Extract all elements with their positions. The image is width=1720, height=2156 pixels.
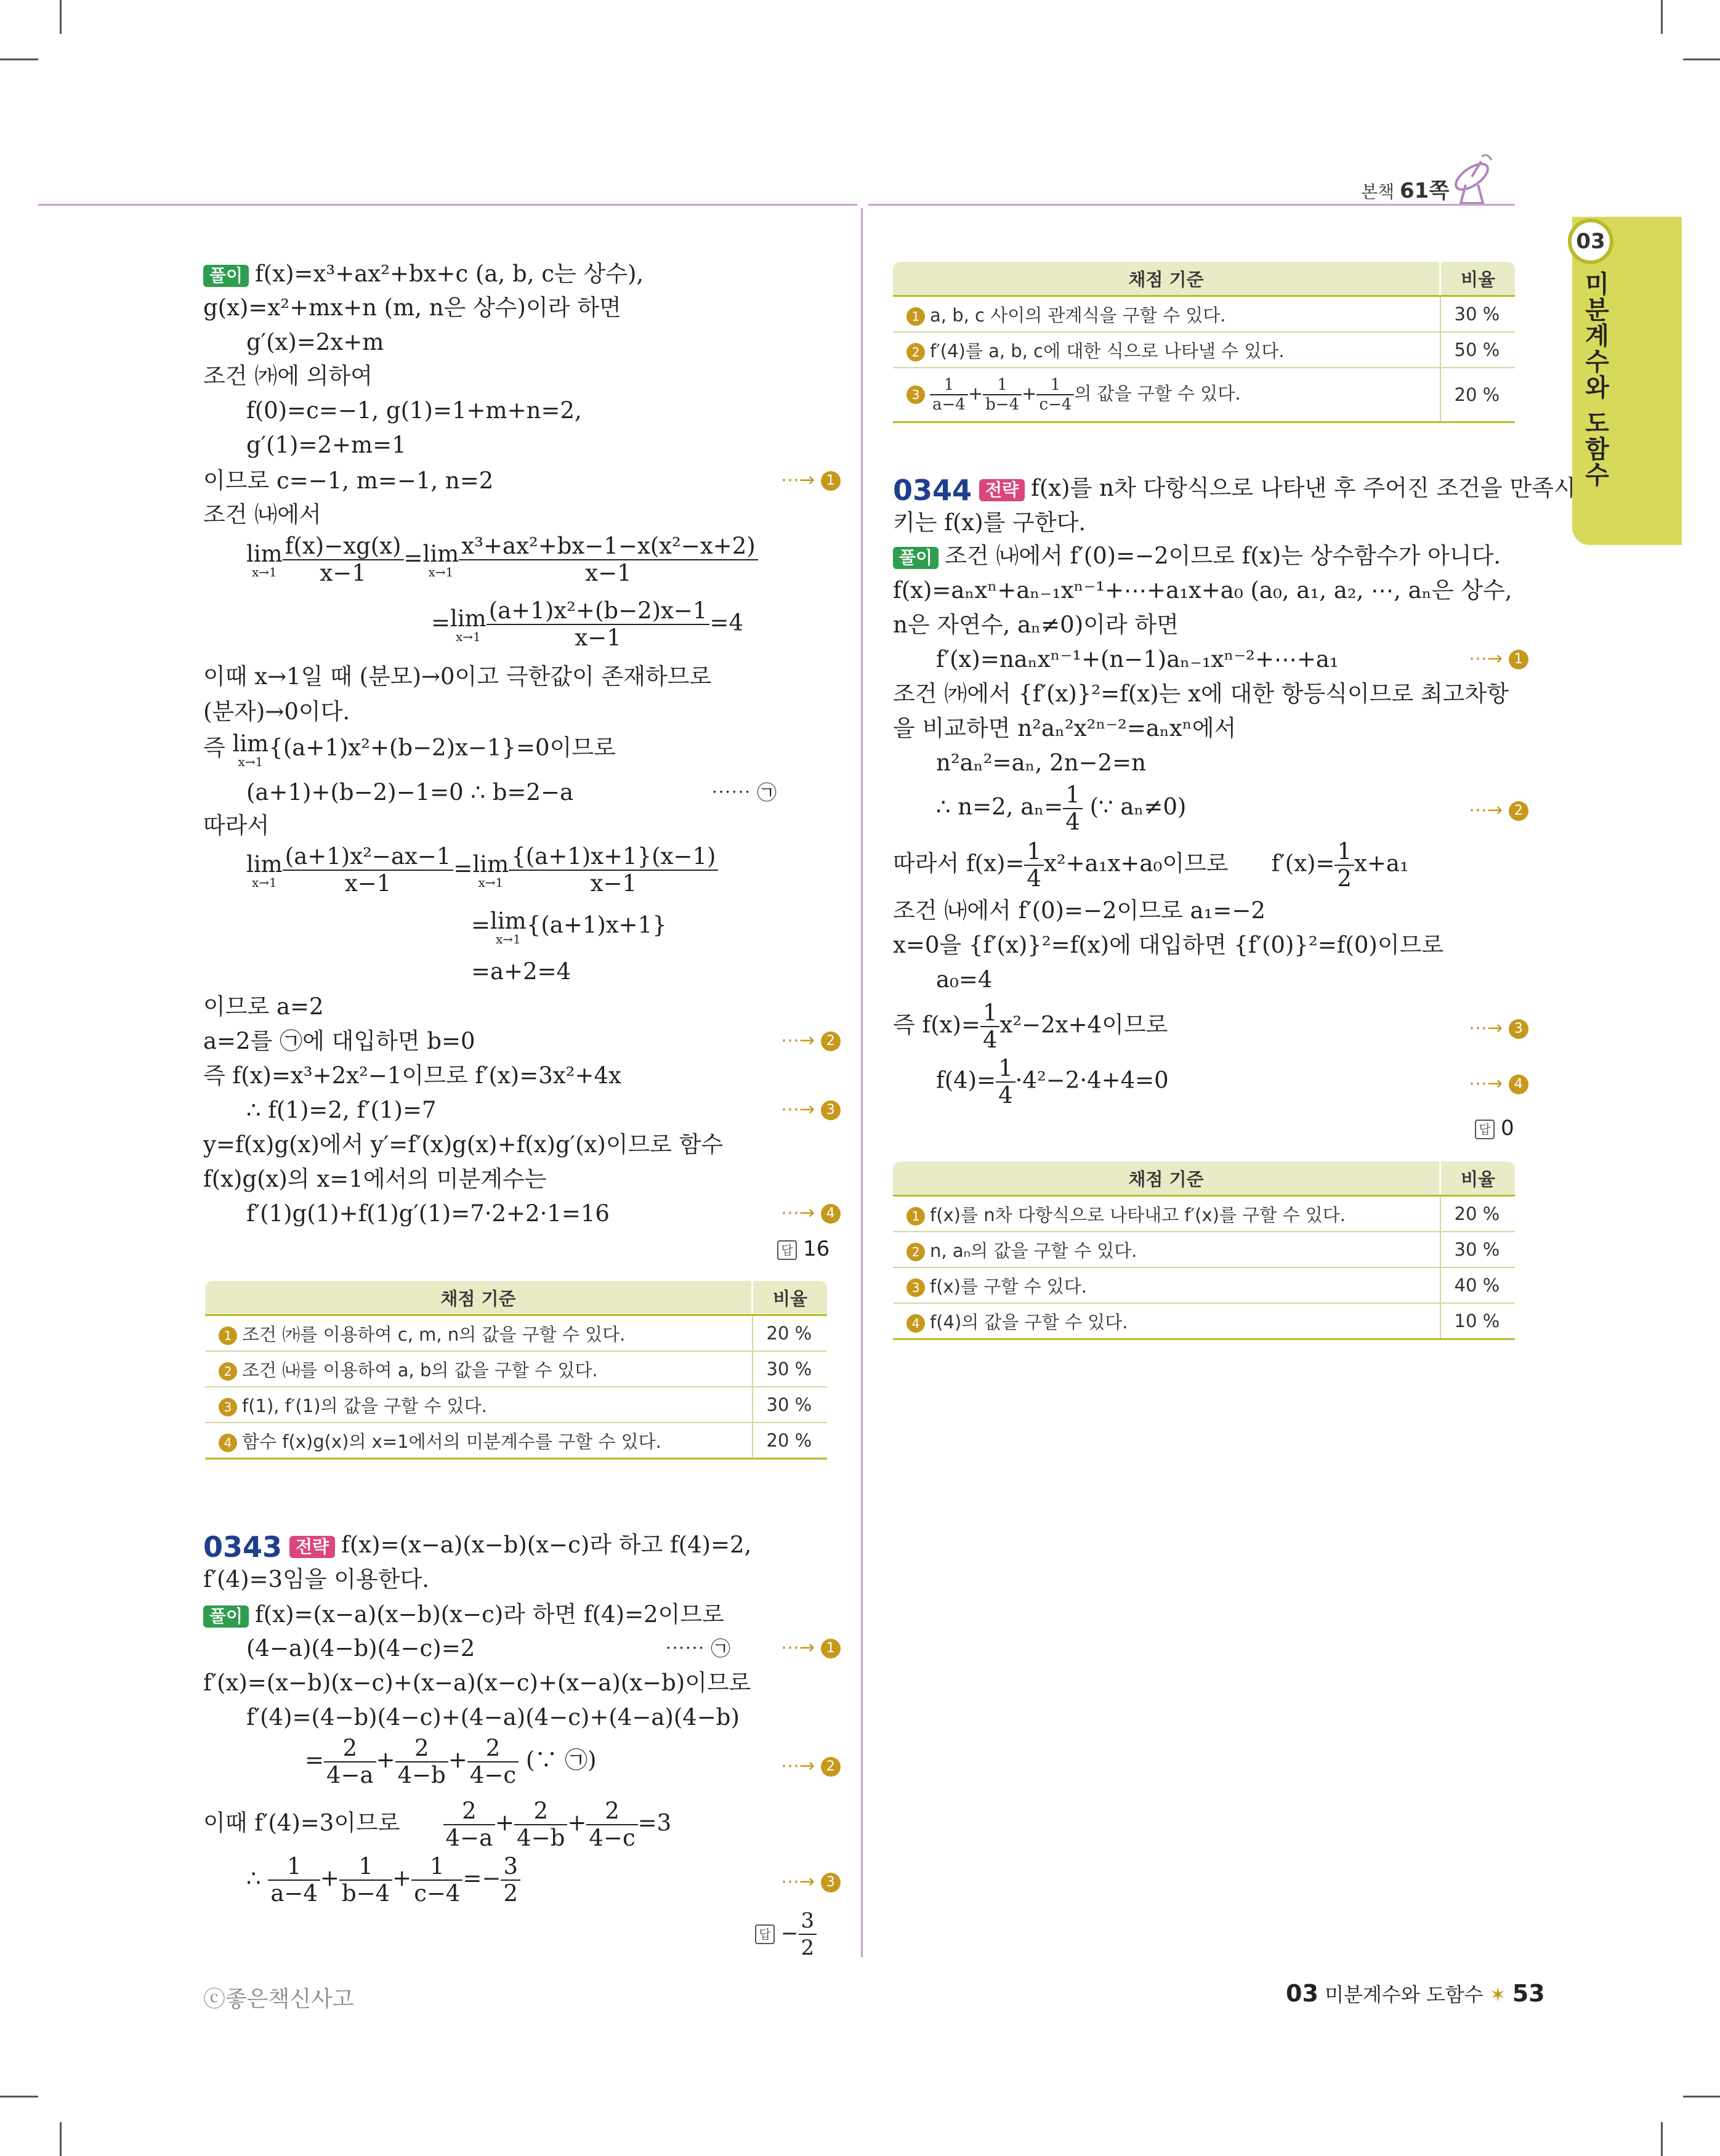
step-marker-3: ⋯→ 3: [1469, 1017, 1528, 1039]
answer-label: 답 0: [1475, 1116, 1514, 1141]
solution-line: n²aₙ²=aₙ, 2n−2=n: [936, 749, 1146, 776]
problem-0344-strategy: 0344 전략 f(x)를 n차 다항식으로 나타낸 후 주어진 조건을 만족시: [893, 473, 1576, 507]
solution-line: a=2를 ㉠에 대입하면 b=0: [203, 1028, 475, 1054]
solution-line: =a+2=4: [471, 958, 571, 985]
solution-line: x=0을 {f′(x)}²=f(x)에 대입하면 {f′(0)}²=f(0)이므로: [893, 932, 1444, 958]
table-row: 3 f(x)를 구할 수 있다. 40 %: [893, 1267, 1515, 1303]
solution-line: (분자)→0이다.: [203, 698, 350, 725]
problem-0343-strategy-2: f′(4)=3임을 이용한다.: [203, 1566, 430, 1593]
solution-line: f(0)=c=−1, g(1)=1+m+n=2,: [246, 397, 582, 424]
frame-line: [868, 204, 1515, 206]
solution-line: 을 비교하면 n²aₙ²x²ⁿ⁻²=aₙxⁿ에서: [893, 715, 1237, 741]
solution-line: f′(1)g(1)+f(1)g′(1)=7·2+2·1=16: [246, 1200, 610, 1227]
page-footer: 03 미분계수와 도함수 ✶ 53: [1286, 1980, 1545, 2007]
limit-equation-1: lim x→1 $\frac{f(x)-xg(x)}{x-1}$ = lim x→1 $\frac{\text{x³+ax²+bx−1−x(x²−x+2)}}{x-1}$: [246, 533, 758, 586]
step-marker-3: ⋯→ 3: [781, 1099, 841, 1120]
fraction-result-line: ∴ $\frac{1}{a-4}$ + $\frac{1}{b-4}$ + $\frac{1}{c-4}$ =− $\frac{3}{2}$: [246, 1854, 520, 1907]
grading-table-0342: 채점 기준 비율 1 조건 ㈎를 이용하여 c, m, n의 값을 구할 수 있다. 20 % 2 조건 ㈏를 이용하여 a, b의 값을 구할 수 있다. 30 % 3 f(1), f′(1)의 값을 구할 수 있다. 30 % 4 함수 f(x)g(x)의 x=1에서의 미분계수를 구할 수 있다. 20 %: [205, 1281, 827, 1460]
table-row: 2 조건 ㈏를 이용하여 a, b의 값을 구할 수 있다. 30 %: [205, 1351, 827, 1387]
solution-line: 이므로 c=−1, m=−1, n=2: [203, 467, 494, 494]
step-marker-2: ⋯→ 2: [781, 1755, 841, 1777]
limit-equation-3: lim x→1 $\frac{\text{(a+1)x²−ax−1}}{x-1}$ = lim x→1 $\frac{\{(a+1)x+1\}(x-1)}{x-1}$: [246, 844, 718, 897]
solution-line: 이므로 a=2: [203, 993, 324, 1020]
step-marker-4: ⋯→ 4: [781, 1202, 841, 1224]
table-row: 4 함수 f(x)g(x)의 x=1에서의 미분계수를 구할 수 있다. 20 %: [205, 1423, 827, 1459]
column-divider: [861, 208, 863, 1957]
table-row: 1 a, b, c 사이의 관계식을 구할 수 있다. 30 %: [893, 296, 1515, 333]
solution-line: 조건 ㈏에서: [203, 501, 321, 528]
step-marker-2: ⋯→ 2: [1469, 799, 1528, 821]
solution-line: 풀이 f(x)=(x−a)(x−b)(x−c)라 하면 f(4)=2이므로: [203, 1599, 724, 1630]
table-row: 3 $\frac{1}{a-4}$ + $\frac{1}{b-4}$ + $\frac{1}{c-4}$ 의 값을 구할 수 있다. 20 %: [893, 368, 1515, 422]
grading-table-0343: 채점 기준 비율 1 a, b, c 사이의 관계식을 구할 수 있다. 30 % 2 f′(4)를 a, b, c에 대한 식으로 나타낼 수 있다. 50 % 3 $\frac{1}{a-4}$ + $\frac{1}{b-4}$ + $\frac{1}{c-4}$ 의 값을 구할 수 있다. 20 %: [893, 262, 1515, 423]
solution-line: g′(1)=2+m=1: [246, 432, 406, 458]
table-row: 1 조건 ㈎를 이용하여 c, m, n의 값을 구할 수 있다. 20 %: [205, 1315, 827, 1352]
problem-0343-strategy: 0343 전략 f(x)=(x−a)(x−b)(x−c)라 하고 f(4)=2,: [203, 1530, 752, 1564]
solution-line: ∴ n=2, aₙ= $\frac{1}{4}$ (∵ aₙ≠0): [936, 781, 1187, 835]
table-row: 1 f(x)를 n차 다항식으로 나타내고 f′(x)를 구할 수 있다. 20 %: [893, 1196, 1515, 1232]
chapter-number-badge: 03: [1568, 219, 1613, 264]
solution-line: 조건 ㈎에 의하여: [203, 363, 373, 389]
step-marker-1: ⋯→ 1: [781, 469, 841, 491]
grading-table-0344: 채점 기준 비율 1 f(x)를 n차 다항식으로 나타내고 f′(x)를 구할 수 있다. 20 % 2 n, aₙ의 값을 구할 수 있다. 30 % 3 f(x)를 구할 수 있다. 40 % 4 f(4)의 값을 구할 수 있다. 10 %: [893, 1161, 1515, 1340]
step-marker-1: ⋯→ 1: [781, 1637, 841, 1658]
table-row: 2 f′(4)를 a, b, c에 대한 식으로 나타낼 수 있다. 50 %: [893, 332, 1515, 368]
satellite-dish-icon: [1447, 143, 1496, 208]
page-number: 53: [1512, 1980, 1545, 2007]
solution-line: f(x)g(x)의 x=1에서의 미분계수는: [203, 1166, 547, 1192]
book-page-reference: 본책 61쪽: [1361, 179, 1450, 203]
solution-line: 즉 f(x)=x³+2x²−1이므로 f′(x)=3x²+4x: [203, 1062, 621, 1089]
limit-equation-2: = lim x→1 $\frac{\text{(a+1)x²+(b−2)x−1}}{x-1}$ =4: [431, 597, 744, 651]
step-marker-1: ⋯→ 1: [1469, 648, 1528, 669]
solution-line: 풀이 조건 ㈏에서 f′(0)=−2이므로 f(x)는 상수함수가 아니다.: [893, 541, 1501, 571]
table-row: 2 n, aₙ의 값을 구할 수 있다. 30 %: [893, 1232, 1515, 1267]
solution-line: f(4)= $\frac{1}{4}$ ·4²−2·4+4=0: [936, 1055, 1169, 1108]
solution-line: 조건 ㈎에서 {f′(x)}²=f(x)는 x에 대한 항등식이므로 최고차항: [893, 680, 1509, 707]
solution-line: (4−a)(4−b)(4−c)=2: [246, 1635, 475, 1661]
solution-line: y=f(x)g(x)에서 y′=f′(x)g(x)+f(x)g′(x)이므로 함수: [203, 1131, 724, 1158]
solution-line: f′(x)=naₙxⁿ⁻¹+(n−1)aₙ₋₁xⁿ⁻²+⋯+a₁: [936, 646, 1339, 672]
solution-line: ∴ f(1)=2, f′(1)=7: [246, 1097, 437, 1123]
solution-line: 조건 ㈏에서 f′(0)=−2이므로 a₁=−2: [893, 897, 1266, 924]
table-row: 4 f(4)의 값을 구할 수 있다. 10 %: [893, 1303, 1515, 1339]
solution-line: 따라서 f(x)= $\frac{1}{4}$ x²+a₁x+a₀이므로 f′(x)= $\frac{1}{2}$ x+a₁: [893, 838, 1409, 892]
fraction-equation-line: 이때 f′(4)=3이므로 $\frac{2}{4-a}$ + $\frac{2}{4-b}$ + $\frac{2}{4-c}$ =3: [203, 1798, 672, 1851]
solution-line: a₀=4: [936, 966, 993, 993]
solution-line: g(x)=x²+mx+n (m, n은 상수)이라 하면: [203, 294, 621, 321]
solution-line: f′(4)=(4−b)(4−c)+(4−a)(4−c)+(4−a)(4−b): [246, 1704, 740, 1730]
problem-0344-strategy-2: 키는 f(x)를 구한다.: [893, 509, 1086, 536]
answer-label: 답 − $\frac{3}{2}$: [755, 1908, 817, 1961]
solution-line: g′(x)=2x+m: [246, 329, 384, 355]
answer-label: 답 16: [777, 1237, 830, 1261]
solution-line: f(x)=aₙxⁿ+aₙ₋₁xⁿ⁻¹+⋯+a₁x+a₀ (a₀, a₁, a₂, ⋯, aₙ은 상수,: [893, 577, 1512, 604]
equation-tag: ⋯⋯ ㉠: [665, 1637, 731, 1660]
step-marker-3: ⋯→ 3: [781, 1871, 841, 1892]
limit-numerator-line: 즉 lim x→1 {(a+1)x²+(b−2)x−1}=0이므로: [203, 730, 616, 769]
copyright: ⓒ좋은책신사고: [203, 1987, 354, 2012]
solution-line: n은 자연수, aₙ≠0)이라 하면: [893, 612, 1179, 638]
solution-line: 따라서: [203, 812, 270, 839]
fraction-sum-line: = $\frac{2}{4-a}$ + $\frac{2}{4-b}$ + $\frac{2}{4-c}$ (∵ ㉠): [305, 1735, 597, 1788]
limit-equation-4: = lim x→1 {(a+1)x+1}: [471, 908, 667, 947]
table-row: 3 f(1), f′(1)의 값을 구할 수 있다. 30 %: [205, 1387, 827, 1423]
solution-line: f′(x)=(x−b)(x−c)+(x−a)(x−c)+(x−a)(x−b)이므로: [203, 1669, 751, 1696]
chapter-title-vertical: 미분계수와 도함수: [1581, 271, 1609, 488]
frame-line: [38, 204, 857, 206]
solution-line: 즉 f(x)= $\frac{1}{4}$ x²−2x+4이므로: [893, 999, 1168, 1053]
solution-line: 풀이 f(x)=x³+ax²+bx+c (a, b, c는 상수),: [203, 259, 644, 289]
solution-line: 이때 x→1일 때 (분모)→0이고 극한값이 존재하므로: [203, 663, 712, 690]
solution-line: (a+1)+(b−2)−1=0 ∴ b=2−a: [246, 779, 574, 805]
equation-tag: ⋯⋯ ㉠: [711, 781, 777, 804]
step-marker-2: ⋯→ 2: [781, 1030, 841, 1051]
step-marker-4: ⋯→ 4: [1469, 1073, 1528, 1094]
